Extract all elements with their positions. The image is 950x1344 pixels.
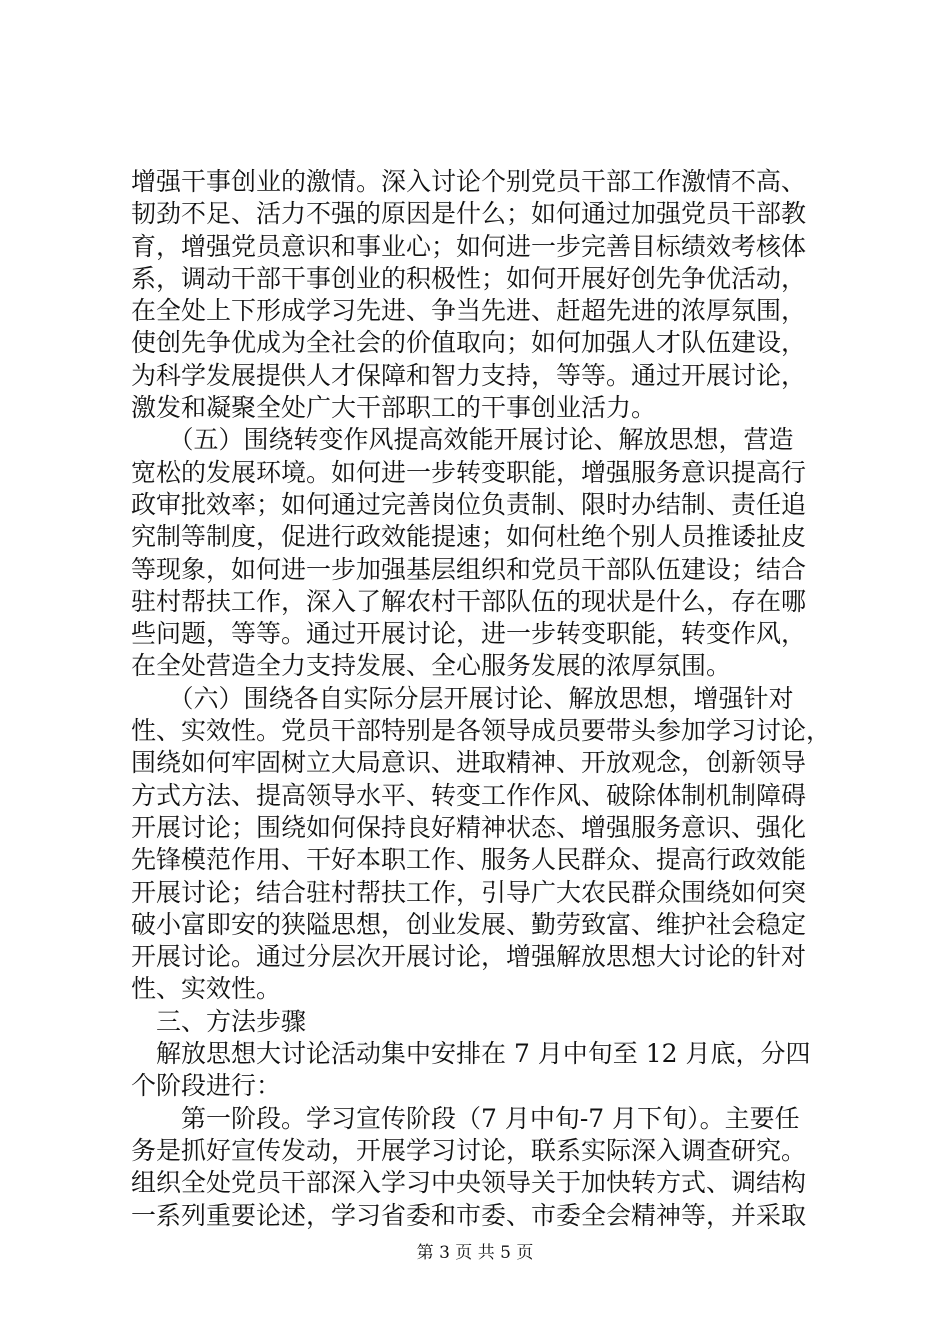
body-text-line: 解放思想大讨论活动集中安排在 7 月中旬至 12 月底，分四 <box>131 1039 811 1069</box>
body-text-line: 在全处上下形成学习先进、争当先进、赶超先进的浓厚氛围， <box>131 296 807 326</box>
body-text-line: 育，增强党员意识和事业心；如何进一步完善目标绩效考核体 <box>131 231 807 261</box>
body-text-line: （五）围绕转变作风提高效能开展讨论、解放思想，营造 <box>131 425 794 455</box>
body-text-line: 增强干事创业的激情。深入讨论个别党员干部工作激情不高、 <box>131 167 807 196</box>
body-text-line: 开展讨论；结合驻村帮扶工作，引导广大农民群众围绕如何突 <box>131 877 807 907</box>
body-text-line: 激发和凝聚全处广大干部职工的干事创业活力。 <box>131 393 657 423</box>
body-text-line: 究制等制度，促进行政效能提速；如何杜绝个别人员推诿扯皮 <box>131 522 807 552</box>
body-text-line: 务是抓好宣传发动，开展学习讨论，联系实际深入调查研究。 <box>131 1135 807 1165</box>
body-text-line: 为科学发展提供人才保障和智力支持，等等。通过开展讨论， <box>131 360 807 390</box>
page-footer: 第 3 页 共 5 页 <box>416 1243 534 1263</box>
body-text-line: 性、实效性。党员干部特别是各领导成员要带头参加学习讨论， <box>131 716 832 746</box>
body-text-line: （六）围绕各自实际分层开展讨论、解放思想，增强针对 <box>131 683 794 713</box>
body-text-line: 方式方法、提高领导水平、转变工作作风、破除体制机制障碍 <box>131 780 807 810</box>
body-text-line: 系，调动干部干事创业的积极性；如何开展好创先争优活动， <box>131 263 807 293</box>
document-body <box>131 166 831 1232</box>
body-text-line: 性、实效性。 <box>131 974 282 1004</box>
body-text-line: 开展讨论。通过分层次开展讨论，增强解放思想大讨论的针对 <box>131 942 807 972</box>
body-text-line: 驻村帮扶工作，深入了解农村干部队伍的现状是什么，存在哪 <box>131 586 807 616</box>
body-text-line: 在全处营造全力支持发展、全心服务发展的浓厚氛围。 <box>131 651 732 681</box>
body-text-line: 等现象，如何进一步加强基层组织和党员干部队伍建设；结合 <box>131 554 807 584</box>
body-text-line: 围绕如何牢固树立大局意识、进取精神、开放观念，创新领导 <box>131 748 807 778</box>
body-text-line: 政审批效率；如何通过完善岗位负责制、限时办结制、责任追 <box>131 489 807 519</box>
body-text-line: 些问题，等等。通过开展讨论，进一步转变职能，转变作风， <box>131 619 807 649</box>
body-text-line: 韧劲不足、活力不强的原因是什么；如何通过加强党员干部教 <box>131 199 807 229</box>
body-text-line: 使创先争优成为全社会的价值取向；如何加强人才队伍建设， <box>131 328 807 358</box>
body-text-line: 先锋模范作用、干好本职工作、服务人民群众、提高行政效能 <box>131 845 807 875</box>
body-text-line: 三、方法步骤 <box>131 1006 307 1036</box>
body-text-line: 破小富即安的狭隘思想，创业发展、勤劳致富、维护社会稳定 <box>131 909 807 939</box>
body-text-line: 第一阶段。学习宣传阶段（7 月中旬-7 月下旬）。主要任 <box>131 1103 800 1133</box>
body-text-line: 开展讨论；围绕如何保持良好精神状态、增强服务意识、强化 <box>131 812 807 842</box>
body-text-line: 组织全处党员干部深入学习中央领导关于加快转方式、调结构 <box>131 1168 807 1198</box>
body-text-line: 个阶段进行： <box>131 1071 282 1101</box>
body-text-line: 一系列重要论述，学习省委和市委、市委全会精神等，并采取 <box>131 1200 807 1230</box>
body-text-line: 宽松的发展环境。如何进一步转变职能，增强服务意识提高行 <box>131 457 807 487</box>
